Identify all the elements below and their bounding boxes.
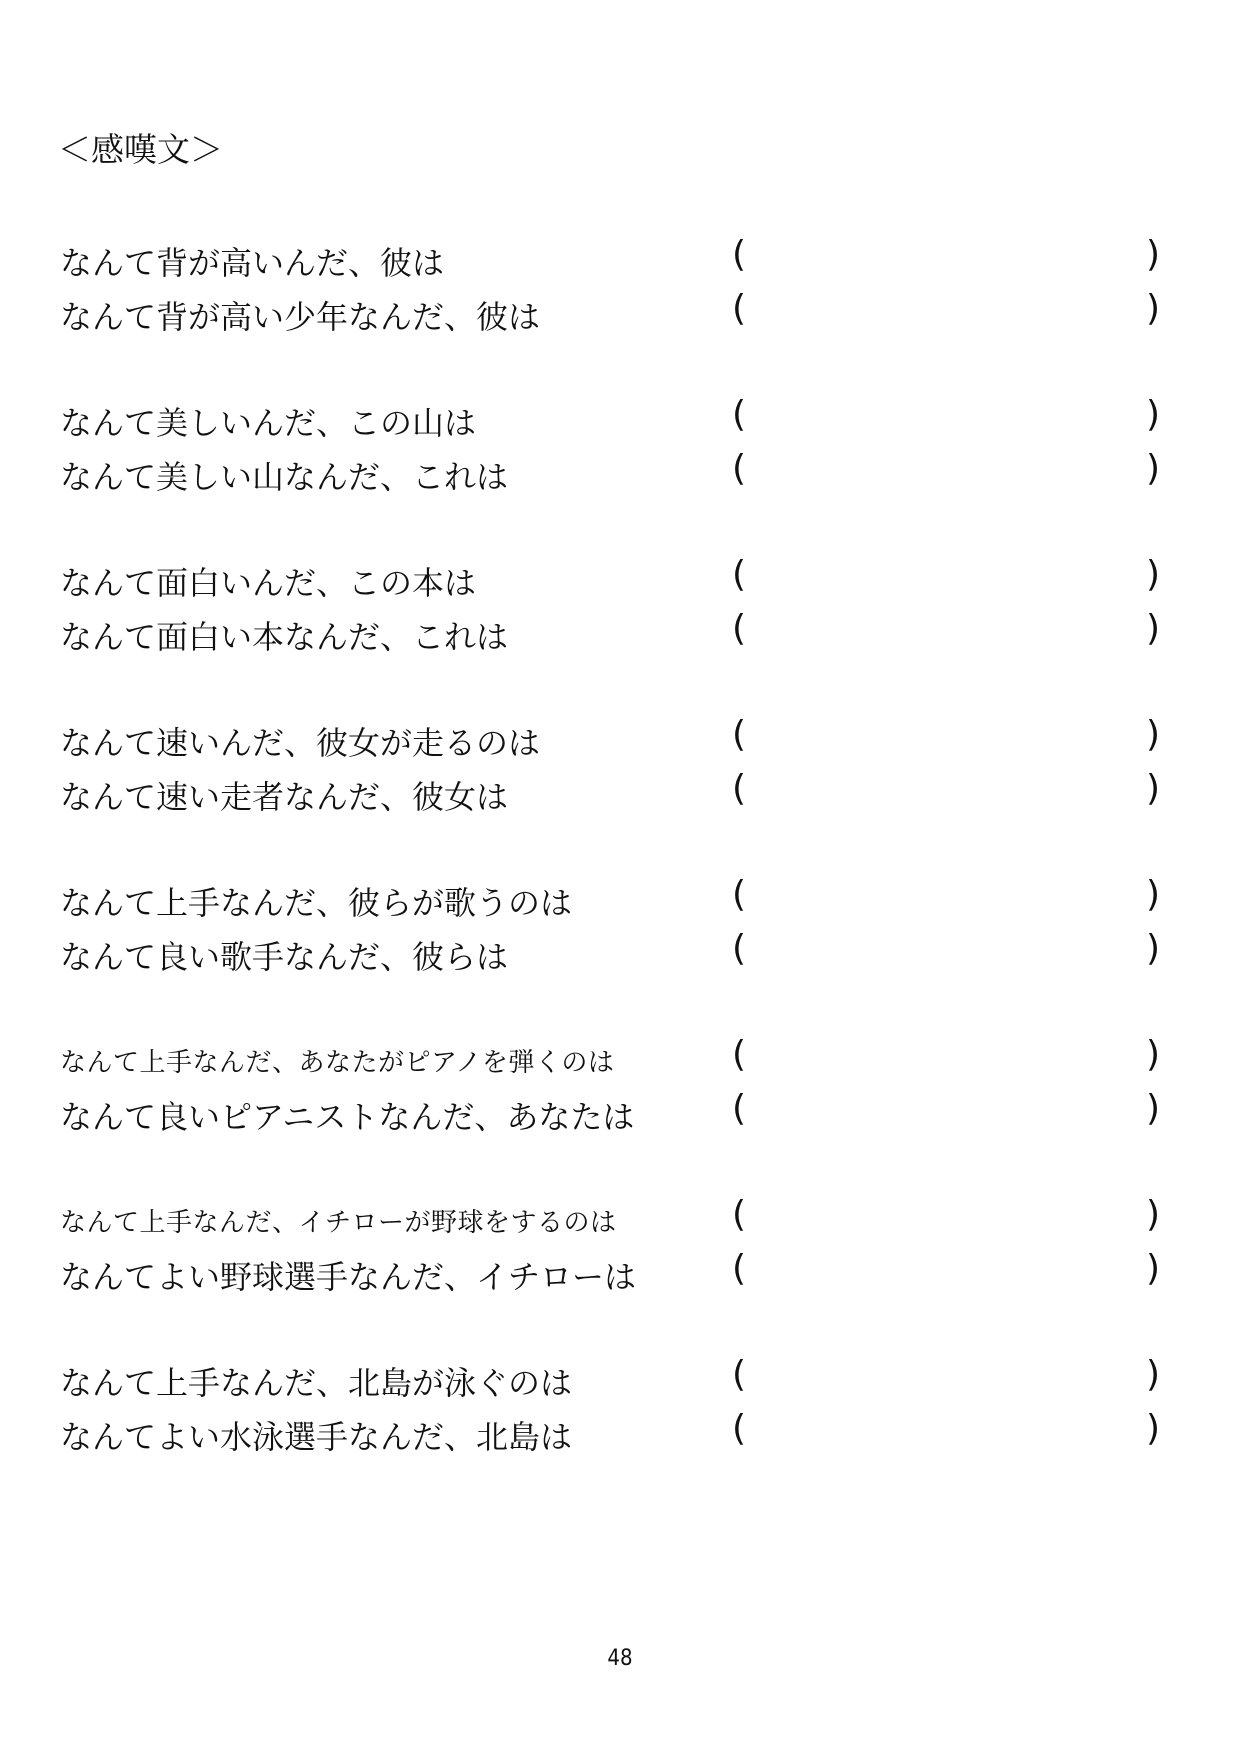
answer-blank bbox=[732, 1250, 1160, 1304]
answer-space[interactable] bbox=[760, 402, 1132, 444]
prompt-sentence: なんて上手なんだ、彼らが歌うのは bbox=[60, 884, 573, 922]
exercise-row bbox=[0, 930, 1240, 984]
exercise-row bbox=[0, 236, 1240, 290]
close-paren: ) bbox=[1145, 928, 1160, 969]
answer-space[interactable] bbox=[760, 882, 1132, 924]
open-paren: ( bbox=[732, 714, 747, 755]
open-paren: ( bbox=[732, 928, 747, 969]
close-paren: ) bbox=[1145, 394, 1160, 435]
answer-blank bbox=[732, 1036, 1160, 1090]
exercise-row bbox=[0, 1356, 1240, 1410]
open-paren: ( bbox=[732, 448, 747, 489]
exercise-group bbox=[0, 1356, 1240, 1464]
answer-blank bbox=[732, 450, 1160, 504]
answer-space[interactable] bbox=[760, 1042, 1132, 1084]
answer-blank bbox=[732, 1410, 1160, 1464]
prompt-sentence: なんて上手なんだ、あなたがピアノを弾くのは bbox=[60, 1048, 615, 1078]
prompt-sentence: なんて速いんだ、彼女が走るのは bbox=[60, 724, 541, 762]
answer-blank bbox=[732, 610, 1160, 664]
close-paren: ) bbox=[1145, 288, 1160, 329]
exercise-row bbox=[0, 396, 1240, 450]
prompt-sentence: なんて美しい山なんだ、これは bbox=[60, 458, 509, 496]
prompt-sentence: なんて背が高い少年なんだ、彼は bbox=[60, 298, 541, 336]
prompt-sentence: なんて背が高いんだ、彼は bbox=[60, 244, 445, 282]
exercise-group bbox=[0, 876, 1240, 984]
prompt-sentence: なんてよい野球選手なんだ、イチローは bbox=[60, 1258, 637, 1296]
answer-blank bbox=[732, 236, 1160, 290]
answer-space[interactable] bbox=[760, 1416, 1132, 1458]
answer-space[interactable] bbox=[760, 296, 1132, 338]
exercise-group bbox=[0, 1036, 1240, 1144]
answer-blank bbox=[732, 396, 1160, 450]
prompt-sentence: なんて面白い本なんだ、これは bbox=[60, 618, 509, 656]
exercise-row bbox=[0, 610, 1240, 664]
answer-space[interactable] bbox=[760, 1256, 1132, 1298]
prompt-sentence: なんて良いピアニストなんだ、あなたは bbox=[60, 1098, 635, 1136]
exercise-group bbox=[0, 236, 1240, 344]
answer-blank bbox=[732, 770, 1160, 824]
open-paren: ( bbox=[732, 1408, 747, 1449]
answer-blank bbox=[732, 290, 1160, 344]
prompt-sentence: なんて速い走者なんだ、彼女は bbox=[60, 778, 509, 816]
close-paren: ) bbox=[1145, 448, 1160, 489]
open-paren: ( bbox=[732, 1354, 747, 1395]
exercise-group bbox=[0, 556, 1240, 664]
open-paren: ( bbox=[732, 288, 747, 329]
exercise-row bbox=[0, 1090, 1240, 1144]
exercise-row bbox=[0, 556, 1240, 610]
close-paren: ) bbox=[1145, 554, 1160, 595]
open-paren: ( bbox=[732, 1194, 747, 1235]
answer-space[interactable] bbox=[760, 1202, 1132, 1244]
close-paren: ) bbox=[1145, 1034, 1160, 1075]
open-paren: ( bbox=[732, 608, 747, 649]
answer-blank bbox=[732, 1090, 1160, 1144]
answer-space[interactable] bbox=[760, 456, 1132, 498]
answer-blank bbox=[732, 1196, 1160, 1250]
close-paren: ) bbox=[1145, 874, 1160, 915]
open-paren: ( bbox=[732, 554, 747, 595]
close-paren: ) bbox=[1145, 1194, 1160, 1235]
answer-space[interactable] bbox=[760, 242, 1132, 284]
answer-space[interactable] bbox=[760, 562, 1132, 604]
exercise-row bbox=[0, 450, 1240, 504]
exercise-list bbox=[0, 236, 1240, 1516]
open-paren: ( bbox=[732, 768, 747, 809]
exercise-row bbox=[0, 716, 1240, 770]
close-paren: ) bbox=[1145, 714, 1160, 755]
answer-blank bbox=[732, 556, 1160, 610]
close-paren: ) bbox=[1145, 608, 1160, 649]
exercise-group bbox=[0, 396, 1240, 504]
answer-space[interactable] bbox=[760, 616, 1132, 658]
close-paren: ) bbox=[1145, 1248, 1160, 1289]
open-paren: ( bbox=[732, 394, 747, 435]
prompt-sentence: なんて上手なんだ、イチローが野球をするのは bbox=[60, 1208, 617, 1238]
answer-space[interactable] bbox=[760, 776, 1132, 818]
exercise-row bbox=[0, 1196, 1240, 1250]
prompt-sentence: なんて美しいんだ、この山は bbox=[60, 404, 477, 442]
answer-blank bbox=[732, 1356, 1160, 1410]
exercise-row bbox=[0, 1410, 1240, 1464]
page-number: 48 bbox=[607, 1646, 633, 1671]
prompt-sentence: なんて面白いんだ、この本は bbox=[60, 564, 477, 602]
open-paren: ( bbox=[732, 234, 747, 275]
open-paren: ( bbox=[732, 874, 747, 915]
close-paren: ) bbox=[1145, 1088, 1160, 1129]
exercise-row bbox=[0, 770, 1240, 824]
close-paren: ) bbox=[1145, 1408, 1160, 1449]
exercise-row bbox=[0, 1250, 1240, 1304]
close-paren: ) bbox=[1145, 768, 1160, 809]
answer-blank bbox=[732, 876, 1160, 930]
exercise-row bbox=[0, 876, 1240, 930]
answer-blank bbox=[732, 716, 1160, 770]
exercise-row bbox=[0, 1036, 1240, 1090]
exercise-group bbox=[0, 1196, 1240, 1304]
answer-space[interactable] bbox=[760, 1362, 1132, 1404]
exercise-group bbox=[0, 716, 1240, 824]
answer-space[interactable] bbox=[760, 722, 1132, 764]
answer-space[interactable] bbox=[760, 936, 1132, 978]
answer-blank bbox=[732, 930, 1160, 984]
prompt-sentence: なんて良い歌手なんだ、彼らは bbox=[60, 938, 509, 976]
open-paren: ( bbox=[732, 1034, 747, 1075]
open-paren: ( bbox=[732, 1088, 747, 1129]
prompt-sentence: なんて上手なんだ、北島が泳ぐのは bbox=[60, 1364, 573, 1402]
prompt-sentence: なんてよい水泳選手なんだ、北島は bbox=[60, 1418, 573, 1456]
answer-space[interactable] bbox=[760, 1096, 1132, 1138]
section-heading: ＜感嘆文＞ bbox=[58, 130, 223, 169]
open-paren: ( bbox=[732, 1248, 747, 1289]
close-paren: ) bbox=[1145, 1354, 1160, 1395]
close-paren: ) bbox=[1145, 234, 1160, 275]
exercise-row bbox=[0, 290, 1240, 344]
